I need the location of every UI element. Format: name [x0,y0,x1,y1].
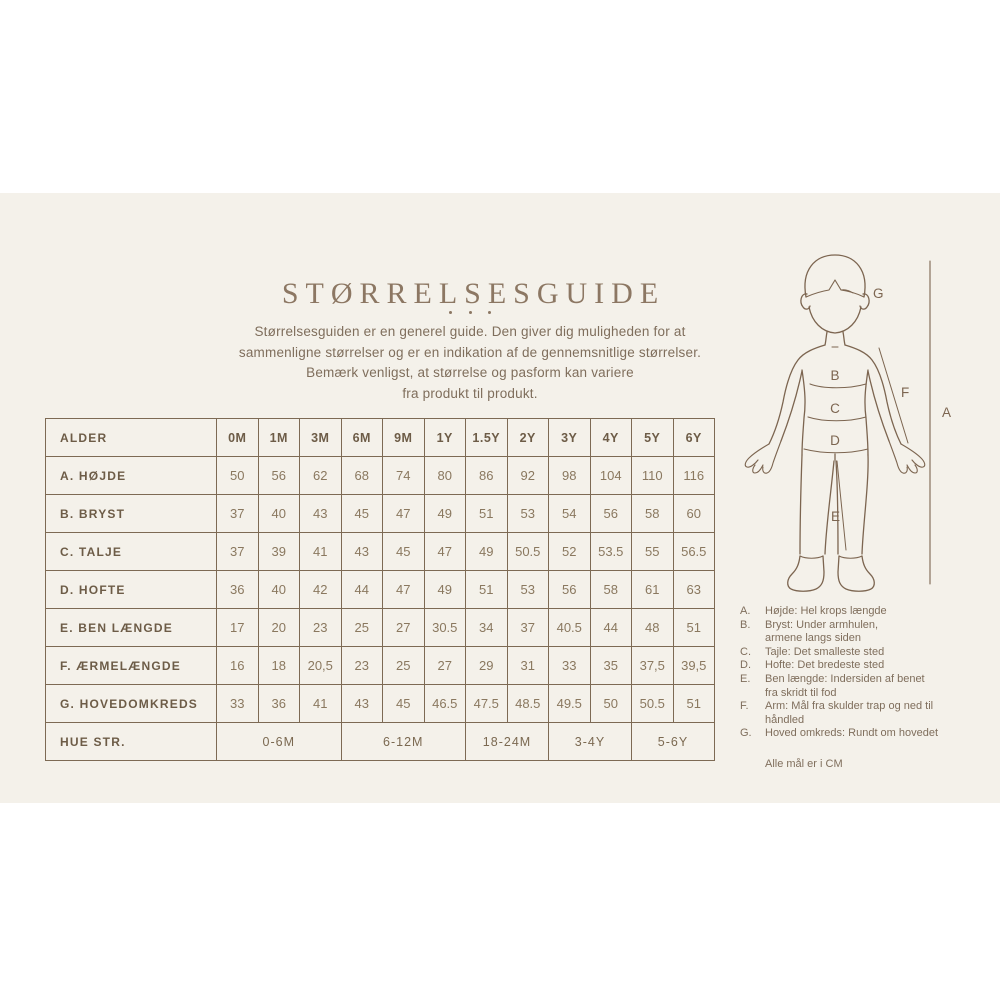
measurement-legend [740,605,972,772]
figure-hand-right [889,441,925,473]
figure-arm-right [845,345,901,444]
title-separator-dots [135,304,805,322]
ankle-left-line [800,556,823,558]
size-cell: 45 [383,685,425,723]
size-cell: 30.5 [424,609,466,647]
column-header: 9M [383,419,425,457]
row-bryst [46,495,715,533]
page-title: STØRRELSESGUIDE [281,277,666,311]
size-cell: 116 [673,457,715,495]
size-guide-panel [0,193,1000,803]
legend-text: Bryst: Under armhulen, [765,618,879,631]
size-cell: 40.5 [549,609,591,647]
units-note: Alle mål er i CM [765,757,843,770]
waist-line [808,417,866,421]
size-cell: 25 [341,609,383,647]
size-cell: 48.5 [507,685,549,723]
size-cell: 33 [217,685,259,723]
size-cell: 80 [424,457,466,495]
size-cell: 104 [590,457,632,495]
column-header: 3M [300,419,342,457]
dot-icon [449,311,452,314]
size-cell: 58 [590,571,632,609]
size-cell: 36 [217,571,259,609]
intro-line: Bemærk venligst, at størrelse og pasform kan variere [306,365,634,380]
hue-group-cell: 0-6M [217,723,342,761]
row-alder-header [46,419,715,457]
size-cell: 44 [341,571,383,609]
legend-text: håndled [765,713,805,726]
column-header: 0M [217,419,259,457]
figure-arm-left [769,345,825,444]
column-header-alder: ALDER [46,419,217,457]
column-header: 3Y [549,419,591,457]
size-cell: 33 [549,647,591,685]
size-cell: 92 [507,457,549,495]
figure-torso-left [802,370,805,455]
size-cell: 49 [466,533,508,571]
size-cell: 17 [217,609,259,647]
size-cell: 42 [300,571,342,609]
size-cell: 53 [507,495,549,533]
figure-label-hip: D [830,433,840,448]
legend-item [740,619,972,646]
size-cell: 47 [383,571,425,609]
size-cell: 50.5 [632,685,674,723]
size-cell: 31 [507,647,549,685]
dot-icon [488,311,491,314]
size-cell: 41 [300,685,342,723]
size-cell: 50 [590,685,632,723]
size-cell: 51 [673,685,715,723]
row-hojde [46,457,715,495]
row-label: B. BRYST [46,495,217,533]
size-cell: 18 [258,647,300,685]
size-cell: 20 [258,609,300,647]
legend-text: Hoved omkreds: Rundt om hovedet [765,727,939,740]
legend-item [740,673,972,700]
hue-group-cell: 18-24M [466,723,549,761]
figure-leg-right-inner [836,461,838,554]
figure-neck [825,332,845,345]
figure-foot-right [838,556,874,591]
head-circumference-line [806,280,864,297]
column-header: 1Y [424,419,466,457]
size-cell: 61 [632,571,674,609]
figure-foot-left [788,556,824,591]
legend-item [740,727,972,741]
row-hofte [46,571,715,609]
size-cell: 60 [673,495,715,533]
figure-leg-left-outer [800,455,802,554]
size-cell: 25 [383,647,425,685]
figure-torso-right [865,370,868,455]
size-cell: 74 [383,457,425,495]
size-cell: 49 [424,571,466,609]
legend-text: Arm: Mål fra skulder trap og ned til [765,700,934,713]
size-cell: 68 [341,457,383,495]
figure-label-chest: B [830,368,840,383]
size-cell: 36 [258,685,300,723]
row-label: D. HOFTE [46,571,217,609]
size-cell: 43 [300,495,342,533]
chest-line [810,384,866,388]
row-label: C. TALJE [46,533,217,571]
figure-label-leg: E [830,509,840,524]
size-cell: 45 [341,495,383,533]
row-label: HUE STR. [46,723,217,761]
size-cell: 40 [258,495,300,533]
legend-item [740,605,972,619]
dot-icon [469,311,472,314]
row-talje [46,533,715,571]
size-cell: 110 [632,457,674,495]
size-cell: 43 [341,685,383,723]
size-cell: 37 [507,609,549,647]
size-cell: 56.5 [673,533,715,571]
figure-face [809,307,861,333]
figure-arm-left-inner [781,371,802,441]
row-hue-str [46,723,715,761]
legend-key: B. [740,618,751,631]
size-cell: 98 [549,457,591,495]
size-cell: 45 [383,533,425,571]
legend-key: D. [740,659,751,672]
size-cell: 20,5 [300,647,342,685]
size-cell: 48 [632,609,674,647]
size-cell: 37,5 [632,647,674,685]
legend-item [740,646,972,660]
legend-text: armene langs siden [765,632,862,645]
hue-group-cell: 3-4Y [549,723,632,761]
size-cell: 53 [507,571,549,609]
size-cell: 49 [424,495,466,533]
size-cell: 39,5 [673,647,715,685]
column-header: 6M [341,419,383,457]
legend-text: Tajle: Det smalleste sted [765,645,885,658]
size-cell: 47 [424,533,466,571]
figure-label-height: A [942,405,952,420]
column-header: 2Y [507,419,549,457]
row-label: F. ÆRMELÆNGDE [46,647,217,685]
figure-label-waist: C [830,401,840,416]
legend-text: Ben længde: Indersiden af benet [765,672,925,685]
size-cell: 50.5 [507,533,549,571]
size-cell: 58 [632,495,674,533]
size-cell: 37 [217,495,259,533]
figure-arm-right-inner [868,371,889,441]
figure-label-arm: F [901,385,910,400]
size-cell: 35 [590,647,632,685]
row-label: A. HØJDE [46,457,217,495]
size-cell: 51 [673,609,715,647]
size-cell: 52 [549,533,591,571]
size-cell: 86 [466,457,508,495]
intro-line: fra produkt til produkt. [402,385,538,401]
size-cell: 23 [300,609,342,647]
column-header: 1.5Y [466,419,508,457]
size-cell: 51 [466,495,508,533]
column-header: 4Y [590,419,632,457]
size-cell: 54 [549,495,591,533]
size-cell: 62 [300,457,342,495]
ankle-right-line [839,556,862,558]
size-cell: 40 [258,571,300,609]
size-cell: 63 [673,571,715,609]
size-cell: 50 [217,457,259,495]
row-aermelaengde [46,647,715,685]
size-cell: 29 [466,647,508,685]
legend-text: fra skridt til fod [765,686,837,699]
size-cell: 44 [590,609,632,647]
row-ben-laengde [46,609,715,647]
legend-key: F. [740,700,749,713]
size-cell: 27 [424,647,466,685]
figure-head [805,255,865,297]
hip-line [804,449,868,453]
size-cell: 46.5 [424,685,466,723]
hue-group-cell: 6-12M [341,723,466,761]
size-cell: 43 [341,533,383,571]
size-cell: 53.5 [590,533,632,571]
column-header: 6Y [673,419,715,457]
column-header: 5Y [632,419,674,457]
size-cell: 39 [258,533,300,571]
size-cell: 16 [217,647,259,685]
figure-hand-left [745,441,781,473]
size-table [45,418,715,761]
legend-key: G. [740,727,752,740]
size-cell: 55 [632,533,674,571]
size-cell: 47 [383,495,425,533]
size-cell: 23 [341,647,383,685]
size-cell: 27 [383,609,425,647]
row-label: E. BEN LÆNGDE [46,609,217,647]
intro-line: Størrelsesguiden er en generel guide. Den giver dig muligheden for at [254,324,686,339]
size-cell: 37 [217,533,259,571]
size-cell: 41 [300,533,342,571]
figure-leg-right-outer [862,455,868,554]
size-cell: 47.5 [466,685,508,723]
legend-key: A. [740,605,751,617]
legend-item [740,700,972,727]
row-label: G. HOVEDOMKREDS [46,685,217,723]
size-cell: 56 [590,495,632,533]
body-measurement-figure [735,240,980,600]
intro-paragraph [135,322,805,404]
size-cell: 56 [549,571,591,609]
legend-text: Hofte: Det bredeste sted [765,659,885,672]
intro-line: sammenligne størrelser og er en indikation af de gennemsnitlige størrelser. [238,344,702,360]
size-cell: 49.5 [549,685,591,723]
legend-key: C. [740,645,751,658]
size-cell: 56 [258,457,300,495]
figure-label-head: G [873,286,884,301]
size-cell: 34 [466,609,508,647]
row-hovedomkreds [46,685,715,723]
legend-text: Højde: Hel krops længde [765,605,887,617]
column-header: 1M [258,419,300,457]
legend-key: E. [740,672,751,685]
hue-group-cell: 5-6Y [632,723,715,761]
legend-item [740,659,972,673]
size-cell: 51 [466,571,508,609]
figure-leg-left-inner [825,461,834,554]
